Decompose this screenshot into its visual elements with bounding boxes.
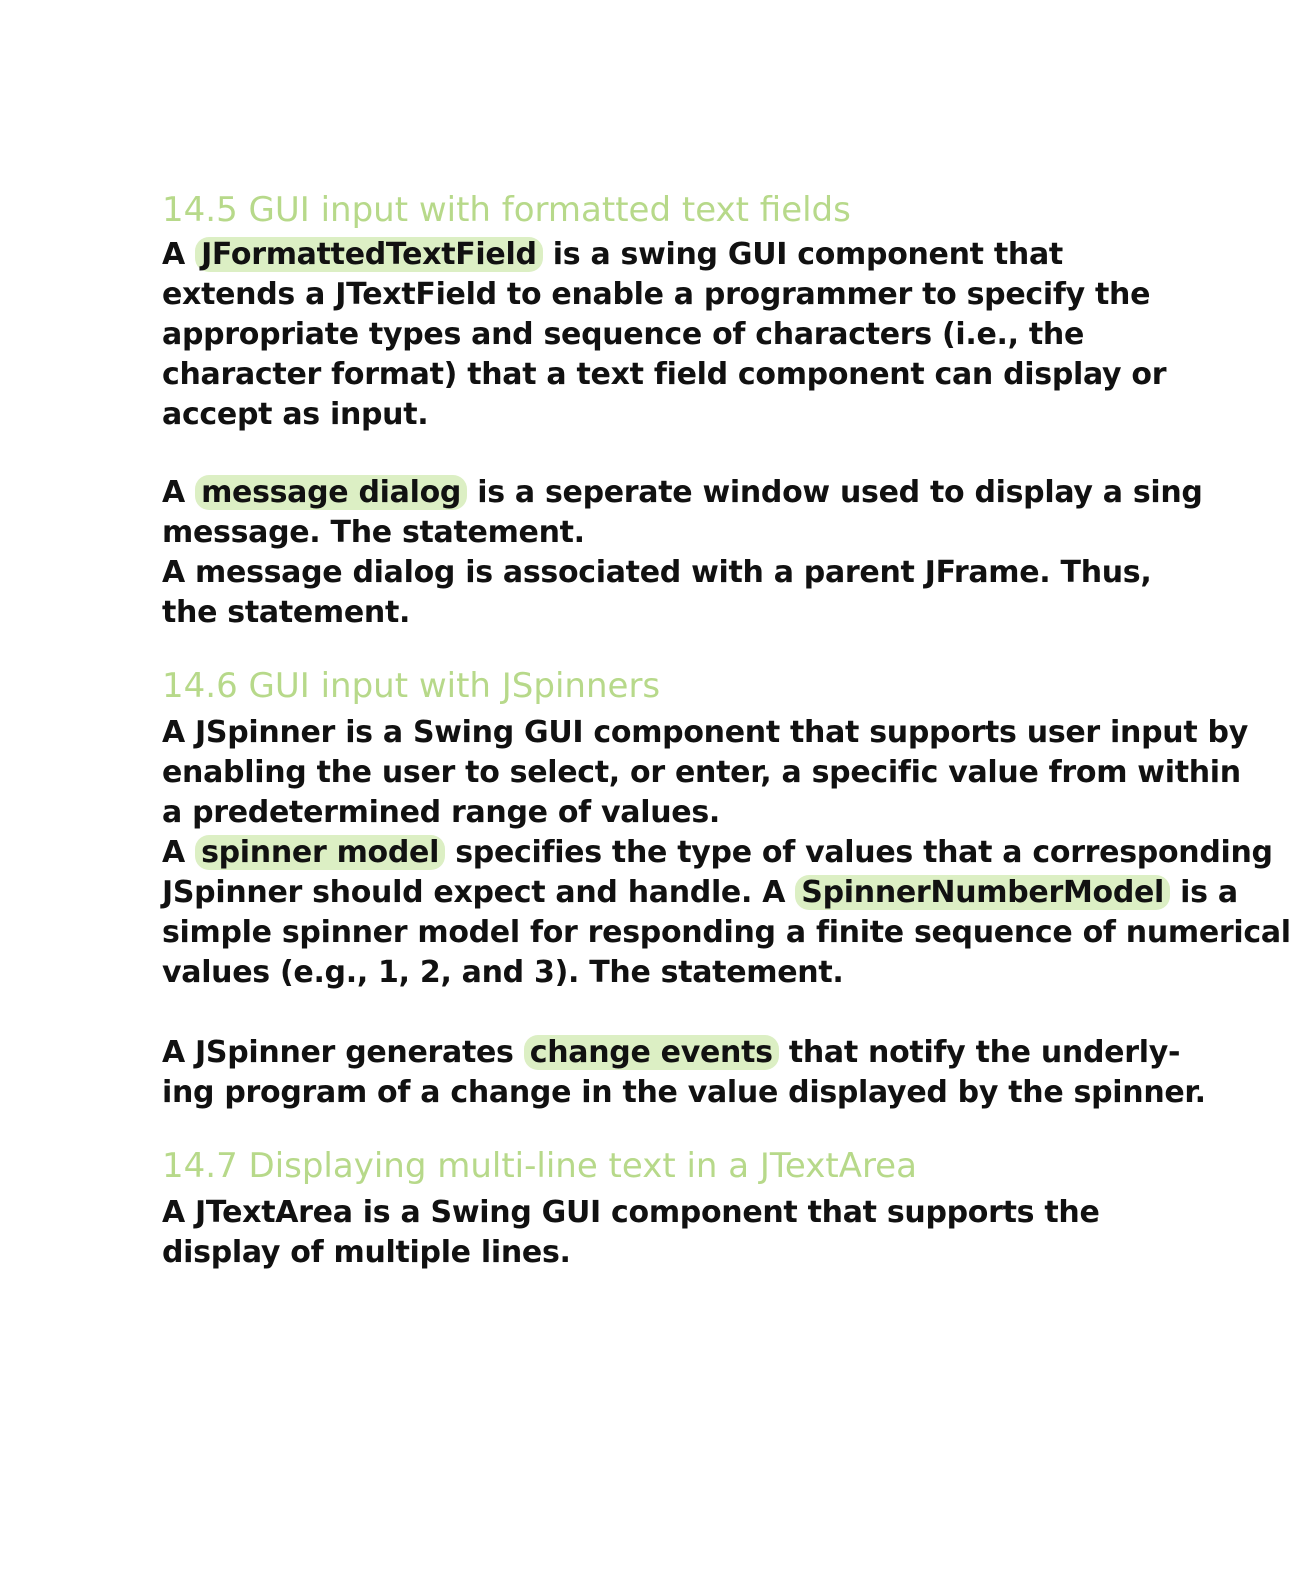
- section-heading-14-5: 14.5 GUI input with formatted text fields: [162, 190, 851, 230]
- text-line: [162, 554, 1152, 592]
- highlighted-term: spinner model: [195, 835, 445, 870]
- text-line: [162, 714, 1248, 752]
- text-line: [162, 834, 1273, 872]
- text-span: is a seperate window used to display a sing: [467, 475, 1203, 510]
- text-span: a predetermined range of values.: [162, 795, 720, 830]
- text-line: [162, 396, 1102, 434]
- text-line: [162, 316, 1102, 354]
- text-span: display of multiple lines.: [162, 1235, 571, 1270]
- text-line: [162, 874, 1238, 912]
- text-span: extends a JTextField to enable a programmer to specify the: [162, 277, 1151, 312]
- text-line: [162, 914, 1291, 952]
- text-span: specifies the type of values that a corresponding: [445, 835, 1273, 870]
- text-span: JSpinner should expect and handle. A: [162, 875, 796, 910]
- section-heading-14-7: 14.7 Displaying multi-line text in a JTextArea: [162, 1146, 917, 1186]
- text-span: is a: [1170, 875, 1238, 910]
- text-line: [162, 1194, 1102, 1232]
- highlighted-term: JFormattedTextField: [195, 237, 543, 272]
- text-line: [162, 1074, 1206, 1112]
- highlighted-term: message dialog: [195, 475, 467, 510]
- text-line: [162, 514, 1102, 552]
- text-span: A: [162, 835, 196, 870]
- text-span: character format) that a text field component can display or: [162, 357, 1167, 392]
- text-span: message. The statement.: [162, 515, 585, 550]
- text-line: [162, 1234, 1102, 1272]
- text-span: appropriate types and sequence of characters (i.e., the: [162, 317, 1084, 352]
- text-span: the statement.: [162, 595, 411, 630]
- text-span: A JTextArea is a Swing GUI component that supports the: [162, 1195, 1100, 1230]
- text-span: A JSpinner generates: [162, 1035, 524, 1070]
- text-line: [162, 236, 1102, 274]
- text-span: A: [162, 475, 196, 510]
- text-span: that notify the underly-: [778, 1035, 1181, 1070]
- text-span: simple spinner model for responding a finite sequence of numerical: [162, 915, 1291, 950]
- text-span: A: [162, 237, 196, 272]
- text-line: [162, 794, 1102, 832]
- text-span: A message dialog is associated with a parent JFrame. Thus,: [162, 555, 1152, 590]
- text-span: accept as input.: [162, 397, 429, 432]
- text-span: is a swing GUI component that: [542, 237, 1063, 272]
- highlighted-term: change events: [524, 1035, 779, 1070]
- highlighted-term: SpinnerNumberModel: [795, 875, 1170, 910]
- text-line: [162, 474, 1203, 512]
- text-span: enabling the user to select, or enter, a specific value from within: [162, 755, 1241, 790]
- text-span: A JSpinner is a Swing GUI component that supports user input by: [162, 715, 1248, 750]
- text-line: [162, 1034, 1181, 1072]
- section-heading-14-6: 14.6 GUI input with JSpinners: [162, 666, 661, 706]
- text-line: [162, 954, 1102, 992]
- text-line: [162, 594, 1102, 632]
- text-line: [162, 356, 1167, 394]
- text-line: [162, 276, 1151, 314]
- text-span: ing program of a change in the value displayed by the spinner.: [162, 1075, 1206, 1110]
- text-line: [162, 754, 1241, 792]
- text-span: values (e.g., 1, 2, and 3). The statement.: [162, 955, 844, 990]
